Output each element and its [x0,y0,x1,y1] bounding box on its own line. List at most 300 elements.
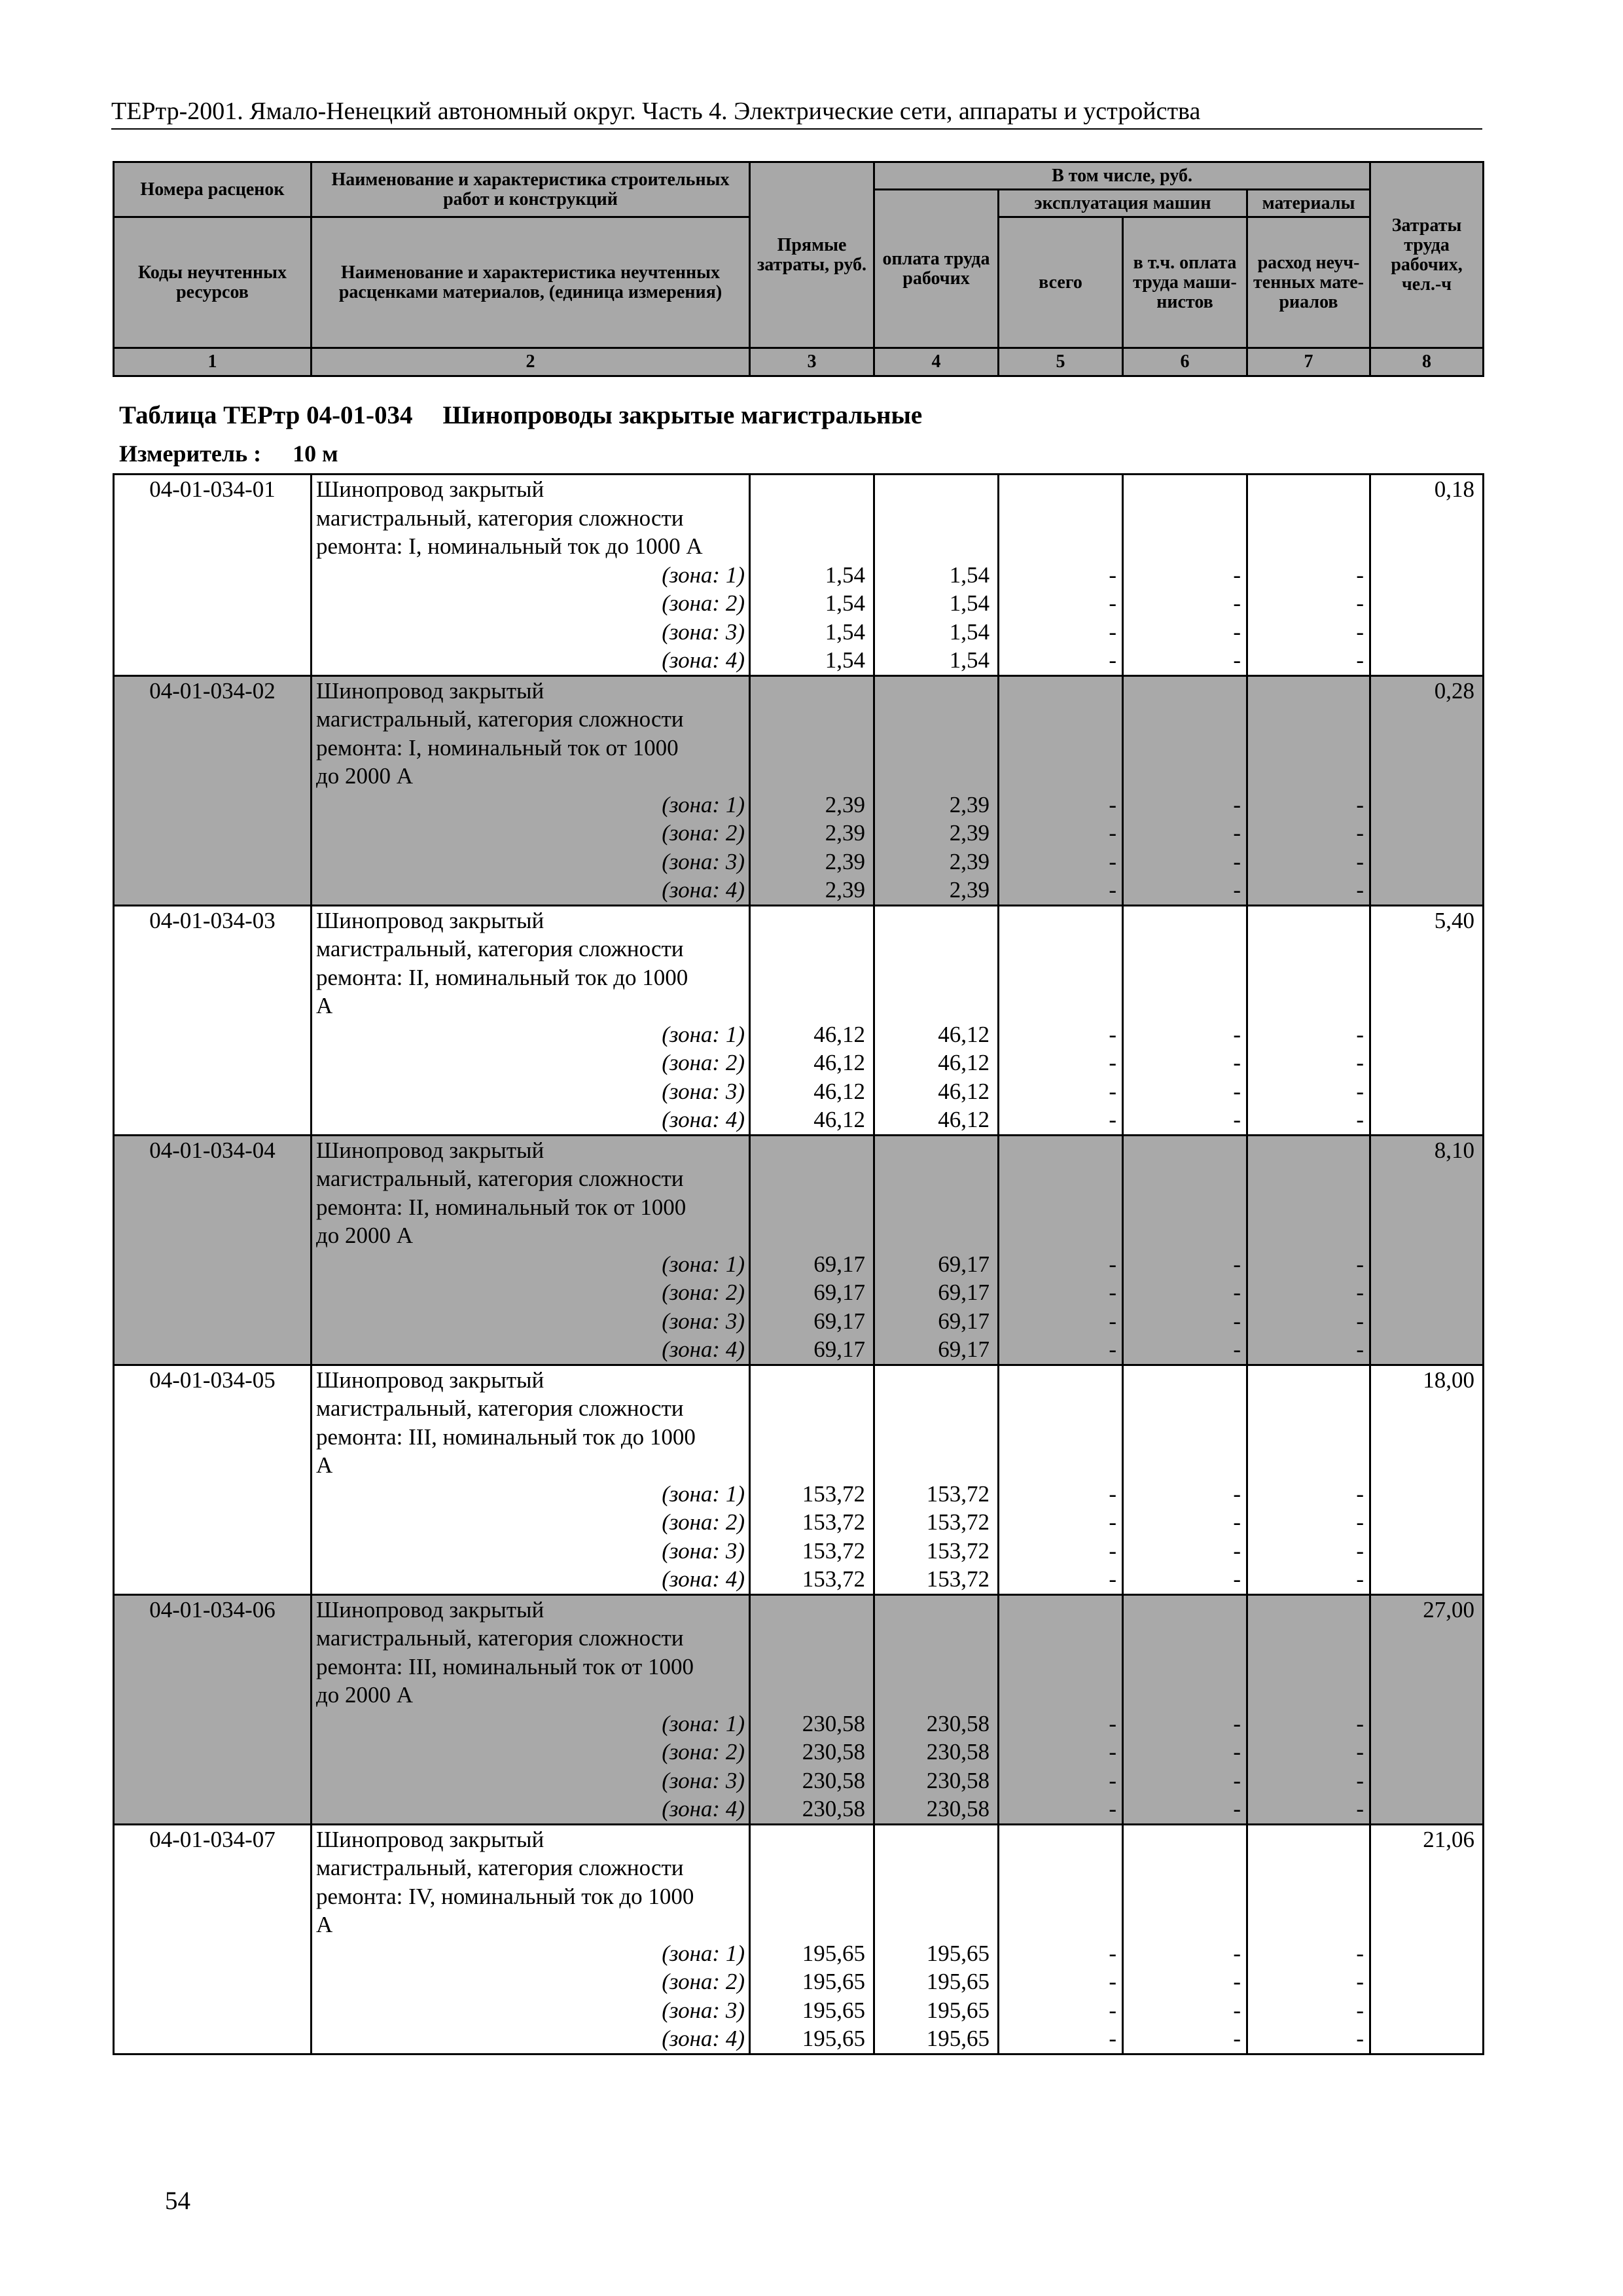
labor-cost-value: 18,00 [1423,1367,1474,1393]
zone-label: (зона: 2) [662,1739,745,1765]
material-value: - [1356,1537,1364,1564]
labor-cost-value: 0,18 [1434,476,1474,502]
zone-label: (зона: 1) [662,1940,745,1966]
direct-cost-value: 153,72 [802,1566,865,1592]
zone-label: (зона: 2) [662,1969,745,1994]
machinist-pay-value-cell [1123,1135,1247,1365]
direct-cost-value: 46,12 [813,1107,865,1132]
worker-pay-value-cell [874,675,999,905]
zone-label: (зона: 2) [662,1280,745,1305]
material-value-cell [1247,1365,1370,1594]
worker-pay-value: 153,72 [926,1509,990,1535]
table-row [114,1135,1484,1365]
zone-label: (зона: 3) [662,848,745,874]
material-value: - [1356,1021,1364,1047]
rate-description-line: ремонта: I, номинальный ток от 1000 [316,734,679,761]
measure-label: Измеритель : [119,440,262,467]
direct-cost-value: 195,65 [802,1940,865,1966]
machinist-pay-value: - [1233,1969,1241,1994]
machine-total-value: - [1109,1336,1116,1362]
rate-description-line: ремонта: II, номинальный ток от 1000 [316,1194,687,1220]
zone-label: (зона: 3) [662,1767,745,1793]
machine-total-value: - [1109,1566,1116,1592]
header-materials: материалы [1247,190,1370,217]
direct-cost-value: 1,54 [825,647,865,673]
rate-code: 04-01-034-03 [149,907,276,933]
header-including: В том числе, руб. [874,162,1370,190]
material-value: - [1356,1969,1364,1994]
labor-cost-cell [1370,1135,1484,1365]
column-number: 3 [750,348,874,376]
table-row [114,1824,1484,2054]
machine-total-value: - [1109,1280,1116,1305]
machinist-pay-value: - [1233,1280,1241,1305]
worker-pay-value: 69,17 [938,1280,990,1305]
header-machinist-pay: в т.ч. оплата труда маши-нистов [1123,217,1247,348]
machine-total-value: - [1109,1078,1116,1104]
direct-cost-value: 230,58 [802,1767,865,1793]
machinist-pay-value: - [1233,820,1241,846]
direct-cost-value: 69,17 [813,1251,865,1277]
machine-total-value: - [1109,2026,1116,2051]
material-value: - [1356,877,1364,903]
zone-label: (зона: 4) [662,877,745,903]
rate-description-line: Шинопровод закрытый [316,677,544,704]
machine-total-value: - [1109,1537,1116,1564]
rates-table-body [114,475,1484,2054]
material-value-cell [1247,675,1370,905]
direct-cost-value: 153,72 [802,1480,865,1507]
direct-cost-value: 46,12 [813,1078,865,1104]
direct-cost-value: 46,12 [813,1021,865,1047]
labor-cost-cell [1370,1594,1484,1824]
material-value: - [1356,1940,1364,1966]
page-header: ТЕРтр-2001. Ямало-Ненецкий автономный округ. Часть 4. Электрические сети, аппараты и устройства [111,97,1482,130]
rate-name-cell [312,675,750,905]
machinist-pay-value: - [1233,2026,1241,2051]
rate-code-cell [114,1594,312,1824]
machine-total-value: - [1109,562,1116,588]
material-value: - [1356,1251,1364,1277]
direct-cost-value: 153,72 [802,1509,865,1535]
header-labor-costs: Затраты труда рабочих, чел.-ч [1370,162,1484,348]
worker-pay-value: 69,17 [938,1251,990,1277]
labor-cost-cell [1370,1824,1484,2054]
worker-pay-value: 195,65 [926,2026,990,2051]
rate-description-line: ремонта: III, номинальный ток до 1000 [316,1424,696,1450]
rate-description-line: магистральный, категория сложности [316,1855,684,1880]
machinist-pay-value-cell [1123,1594,1247,1824]
machinist-pay-value: - [1233,1078,1241,1104]
material-value: - [1356,1997,1364,2023]
worker-pay-value: 195,65 [926,1940,990,1966]
header-worker-pay: оплата труда рабочих [874,190,999,348]
machine-total-value-cell [999,1594,1123,1824]
material-value: - [1356,1050,1364,1075]
worker-pay-value: 230,58 [926,1739,990,1765]
machinist-pay-value: - [1233,619,1241,645]
labor-cost-value: 27,00 [1423,1596,1474,1623]
zone-label: (зона: 1) [662,1480,745,1507]
material-value: - [1356,1710,1364,1736]
rate-description-line: до 2000 А [316,1682,414,1708]
rate-description-line: Шинопровод закрытый [316,1367,544,1393]
machine-total-value: - [1109,619,1116,645]
rate-description-line: ремонта: I, номинальный ток до 1000 А [316,533,703,559]
material-value: - [1356,1480,1364,1507]
material-value: - [1356,1078,1364,1104]
rate-code: 04-01-034-06 [149,1596,276,1623]
labor-cost-value: 21,06 [1423,1826,1474,1852]
machinist-pay-value-cell [1123,1365,1247,1594]
machinist-pay-value-cell [1123,475,1247,676]
rate-code: 04-01-034-05 [149,1367,276,1393]
labor-cost-cell [1370,475,1484,676]
direct-cost-value: 1,54 [825,619,865,645]
rate-description-line: магистральный, категория сложности [316,1395,684,1421]
rate-code: 04-01-034-01 [149,476,276,502]
column-number: 1 [114,348,312,376]
page-number: 54 [165,2187,190,2215]
rate-name-cell [312,1365,750,1594]
direct-cost-value-cell [750,475,874,676]
direct-cost-value: 69,17 [813,1280,865,1305]
machinist-pay-value: - [1233,1251,1241,1277]
material-value: - [1356,562,1364,588]
header-work-name: Наименование и характеристика строительных работ и конструкций [312,162,750,217]
material-value: - [1356,2026,1364,2051]
direct-cost-value-cell [750,1365,874,1594]
zone-label: (зона: 1) [662,562,745,588]
machinist-pay-value: - [1233,562,1241,588]
direct-cost-value: 195,65 [802,1997,865,2023]
column-number: 6 [1123,348,1247,376]
column-number: 4 [874,348,999,376]
machinist-pay-value: - [1233,1050,1241,1075]
worker-pay-value-cell [874,1824,999,2054]
table-title [119,401,922,430]
rate-name-cell [312,905,750,1135]
table-row [114,675,1484,905]
machinist-pay-value: - [1233,1997,1241,2023]
machine-total-value: - [1109,1739,1116,1765]
rate-name-cell [312,1135,750,1365]
machinist-pay-value: - [1233,1107,1241,1132]
machinist-pay-value: - [1233,647,1241,673]
measure-value: 10 м [293,440,338,467]
rate-description-line: Шинопровод закрытый [316,476,544,502]
rate-code-cell [114,1824,312,2054]
zone-label: (зона: 1) [662,791,745,817]
rate-description-line: магистральный, категория сложности [316,1625,684,1651]
header-machine-operation: эксплуатация машин [999,190,1247,217]
labor-cost-value: 8,10 [1434,1137,1474,1163]
rate-description-line: до 2000 А [316,763,414,789]
direct-cost-value: 69,17 [813,1308,865,1334]
machinist-pay-value: - [1233,1509,1241,1535]
machine-total-value: - [1109,1796,1116,1821]
direct-cost-value: 230,58 [802,1739,865,1765]
rate-code-cell [114,475,312,676]
zone-label: (зона: 3) [662,1537,745,1564]
direct-cost-value: 230,58 [802,1796,865,1821]
machine-total-value: - [1109,1940,1116,1966]
machinist-pay-value: - [1233,1336,1241,1362]
machine-total-value: - [1109,590,1116,616]
direct-cost-value: 153,72 [802,1537,865,1564]
material-value: - [1356,1107,1364,1132]
material-value-cell [1247,1824,1370,2054]
material-value: - [1356,1280,1364,1305]
direct-cost-value: 195,65 [802,1969,865,1994]
direct-cost-value: 230,58 [802,1710,865,1736]
machine-total-value: - [1109,877,1116,903]
worker-pay-value: 46,12 [938,1078,990,1104]
machinist-pay-value: - [1233,1767,1241,1793]
zone-label: (зона: 3) [662,1308,745,1334]
rate-code: 04-01-034-02 [149,677,276,704]
table-row [114,475,1484,676]
zone-label: (зона: 2) [662,1050,745,1075]
worker-pay-value: 46,12 [938,1021,990,1047]
zone-label: (зона: 4) [662,1796,745,1821]
machinist-pay-value: - [1233,1940,1241,1966]
worker-pay-value: 230,58 [926,1796,990,1821]
worker-pay-value: 2,39 [949,820,990,846]
table-row [114,1594,1484,1824]
table-row [114,905,1484,1135]
zone-label: (зона: 4) [662,1336,745,1362]
machine-total-value: - [1109,1021,1116,1047]
labor-cost-cell [1370,1365,1484,1594]
labor-cost-value: 5,40 [1434,907,1474,933]
rate-description-line: Шинопровод закрытый [316,907,544,933]
header-machine-total: всего [999,217,1123,348]
worker-pay-value: 195,65 [926,1969,990,1994]
direct-cost-value-cell [750,905,874,1135]
worker-pay-value: 1,54 [949,647,990,673]
column-number: 7 [1247,348,1370,376]
machine-total-value: - [1109,1107,1116,1132]
rate-description-line: ремонта: III, номинальный ток от 1000 [316,1653,694,1679]
rate-description-line: А [316,993,333,1018]
machinist-pay-value: - [1233,877,1241,903]
rate-description-line: магистральный, категория сложности [316,706,684,732]
direct-cost-value: 1,54 [825,590,865,616]
rate-description-line: магистральный, категория сложности [316,936,684,961]
direct-cost-value-cell [750,1594,874,1824]
machinist-pay-value-cell [1123,675,1247,905]
direct-cost-value-cell [750,675,874,905]
machine-total-value: - [1109,1050,1116,1075]
direct-cost-value-cell [750,1824,874,2054]
rate-description-line: А [316,1912,333,1937]
header-rate-numbers: Номера расценок [114,162,312,217]
zone-label: (зона: 3) [662,619,745,645]
machinist-pay-value: - [1233,1308,1241,1334]
machine-total-value: - [1109,1308,1116,1334]
worker-pay-value-cell [874,1365,999,1594]
table-row [114,1365,1484,1594]
zone-label: (зона: 1) [662,1710,745,1736]
worker-pay-value: 46,12 [938,1050,990,1075]
machine-total-value: - [1109,1710,1116,1736]
worker-pay-value: 46,12 [938,1107,990,1132]
machinist-pay-value: - [1233,1566,1241,1592]
material-value: - [1356,647,1364,673]
machine-total-value: - [1109,848,1116,874]
material-value-cell [1247,905,1370,1135]
direct-cost-value: 2,39 [825,877,865,903]
worker-pay-value: 153,72 [926,1480,990,1507]
material-value: - [1356,590,1364,616]
zone-label: (зона: 4) [662,1566,745,1592]
worker-pay-value-cell [874,905,999,1135]
machinist-pay-value-cell [1123,1824,1247,2054]
column-number: 5 [999,348,1123,376]
worker-pay-value: 1,54 [949,590,990,616]
worker-pay-value: 1,54 [949,562,990,588]
machine-total-value-cell [999,475,1123,676]
header-material-name: Наименование и характеристика неучтенных расценками материалов, (единица измерения) [312,217,750,348]
zone-label: (зона: 2) [662,1509,745,1535]
rate-description-line: ремонта: IV, номинальный ток до 1000 [316,1883,694,1909]
direct-cost-value-cell [750,1135,874,1365]
machinist-pay-value: - [1233,848,1241,874]
zone-label: (зона: 2) [662,820,745,846]
worker-pay-value: 230,58 [926,1767,990,1793]
machinist-pay-value: - [1233,1021,1241,1047]
rate-code: 04-01-034-04 [149,1137,276,1163]
worker-pay-value-cell [874,1594,999,1824]
zone-label: (зона: 4) [662,647,745,673]
rate-code: 04-01-034-07 [149,1826,276,1852]
direct-cost-value: 69,17 [813,1336,865,1362]
machine-total-value-cell [999,1365,1123,1594]
rate-description-line: до 2000 А [316,1223,414,1248]
header-unaccounted-materials: расход неуч-тенных мате-риалов [1247,217,1370,348]
worker-pay-value: 195,65 [926,1997,990,2023]
material-value: - [1356,791,1364,817]
column-header-table [113,161,1484,377]
machine-total-value-cell [999,905,1123,1135]
table-number: Таблица ТЕРтр 04-01-034 [119,401,413,429]
rate-description-line: ремонта: II, номинальный ток до 1000 [316,964,688,990]
machinist-pay-value-cell [1123,905,1247,1135]
rate-description-line: магистральный, категория сложности [316,1166,684,1191]
machine-total-value: - [1109,1480,1116,1507]
material-value: - [1356,1308,1364,1334]
rate-code-cell [114,675,312,905]
direct-cost-value: 195,65 [802,2026,865,2051]
table-subtitle: Шинопроводы закрытые магистральные [442,401,923,429]
worker-pay-value: 2,39 [949,791,990,817]
worker-pay-value: 2,39 [949,848,990,874]
rate-name-cell [312,1594,750,1824]
material-value: - [1356,1739,1364,1765]
machine-total-value: - [1109,1509,1116,1535]
machine-total-value: - [1109,791,1116,817]
rate-description-line: Шинопровод закрытый [316,1137,544,1163]
labor-cost-cell [1370,905,1484,1135]
machinist-pay-value: - [1233,1796,1241,1821]
zone-label: (зона: 4) [662,1107,745,1132]
worker-pay-value-cell [874,1135,999,1365]
material-value: - [1356,1796,1364,1821]
direct-cost-value: 2,39 [825,848,865,874]
rate-code-cell [114,905,312,1135]
worker-pay-value-cell [874,475,999,676]
machinist-pay-value: - [1233,1537,1241,1564]
rate-code-cell [114,1135,312,1365]
machine-total-value: - [1109,647,1116,673]
material-value-cell [1247,1135,1370,1365]
labor-cost-value: 0,28 [1434,677,1474,704]
machinist-pay-value: - [1233,590,1241,616]
machinist-pay-value: - [1233,1710,1241,1736]
measure-line [119,440,338,467]
material-value-cell [1247,1594,1370,1824]
material-value: - [1356,1767,1364,1793]
material-value: - [1356,820,1364,846]
rates-table [113,473,1484,2055]
machine-total-value-cell [999,1824,1123,2054]
machine-total-value: - [1109,1997,1116,2023]
column-number: 8 [1370,348,1484,376]
worker-pay-value: 153,72 [926,1537,990,1564]
rate-description-line: Шинопровод закрытый [316,1596,544,1623]
material-value: - [1356,1566,1364,1592]
rate-name-cell [312,1824,750,2054]
direct-cost-value: 2,39 [825,820,865,846]
material-value: - [1356,1336,1364,1362]
header-resource-codes: Коды неучтенных ресурсов [114,217,312,348]
material-value: - [1356,619,1364,645]
zone-label: (зона: 4) [662,2026,745,2051]
machine-total-value: - [1109,1767,1116,1793]
zone-label: (зона: 1) [662,1021,745,1047]
material-value: - [1356,1509,1364,1535]
machine-total-value-cell [999,1135,1123,1365]
rate-description-line: А [316,1452,333,1478]
zone-label: (зона: 1) [662,1251,745,1277]
labor-cost-cell [1370,675,1484,905]
machinist-pay-value: - [1233,791,1241,817]
worker-pay-value: 230,58 [926,1710,990,1736]
column-number: 2 [312,348,750,376]
machinist-pay-value: - [1233,1480,1241,1507]
material-value: - [1356,848,1364,874]
machine-total-value: - [1109,1969,1116,1994]
machine-total-value: - [1109,1251,1116,1277]
header-direct-costs: Прямые затраты, руб. [750,162,874,348]
direct-cost-value: 46,12 [813,1050,865,1075]
machine-total-value-cell [999,675,1123,905]
zone-label: (зона: 3) [662,1078,745,1104]
worker-pay-value: 2,39 [949,877,990,903]
machinist-pay-value: - [1233,1739,1241,1765]
worker-pay-value: 69,17 [938,1308,990,1334]
direct-cost-value: 2,39 [825,791,865,817]
rate-code-cell [114,1365,312,1594]
rate-description-line: Шинопровод закрытый [316,1826,544,1852]
rate-name-cell [312,475,750,676]
rate-description-line: магистральный, категория сложности [316,505,684,531]
worker-pay-value: 153,72 [926,1566,990,1592]
zone-label: (зона: 3) [662,1997,745,2023]
zone-label: (зона: 2) [662,590,745,616]
worker-pay-value: 1,54 [949,619,990,645]
